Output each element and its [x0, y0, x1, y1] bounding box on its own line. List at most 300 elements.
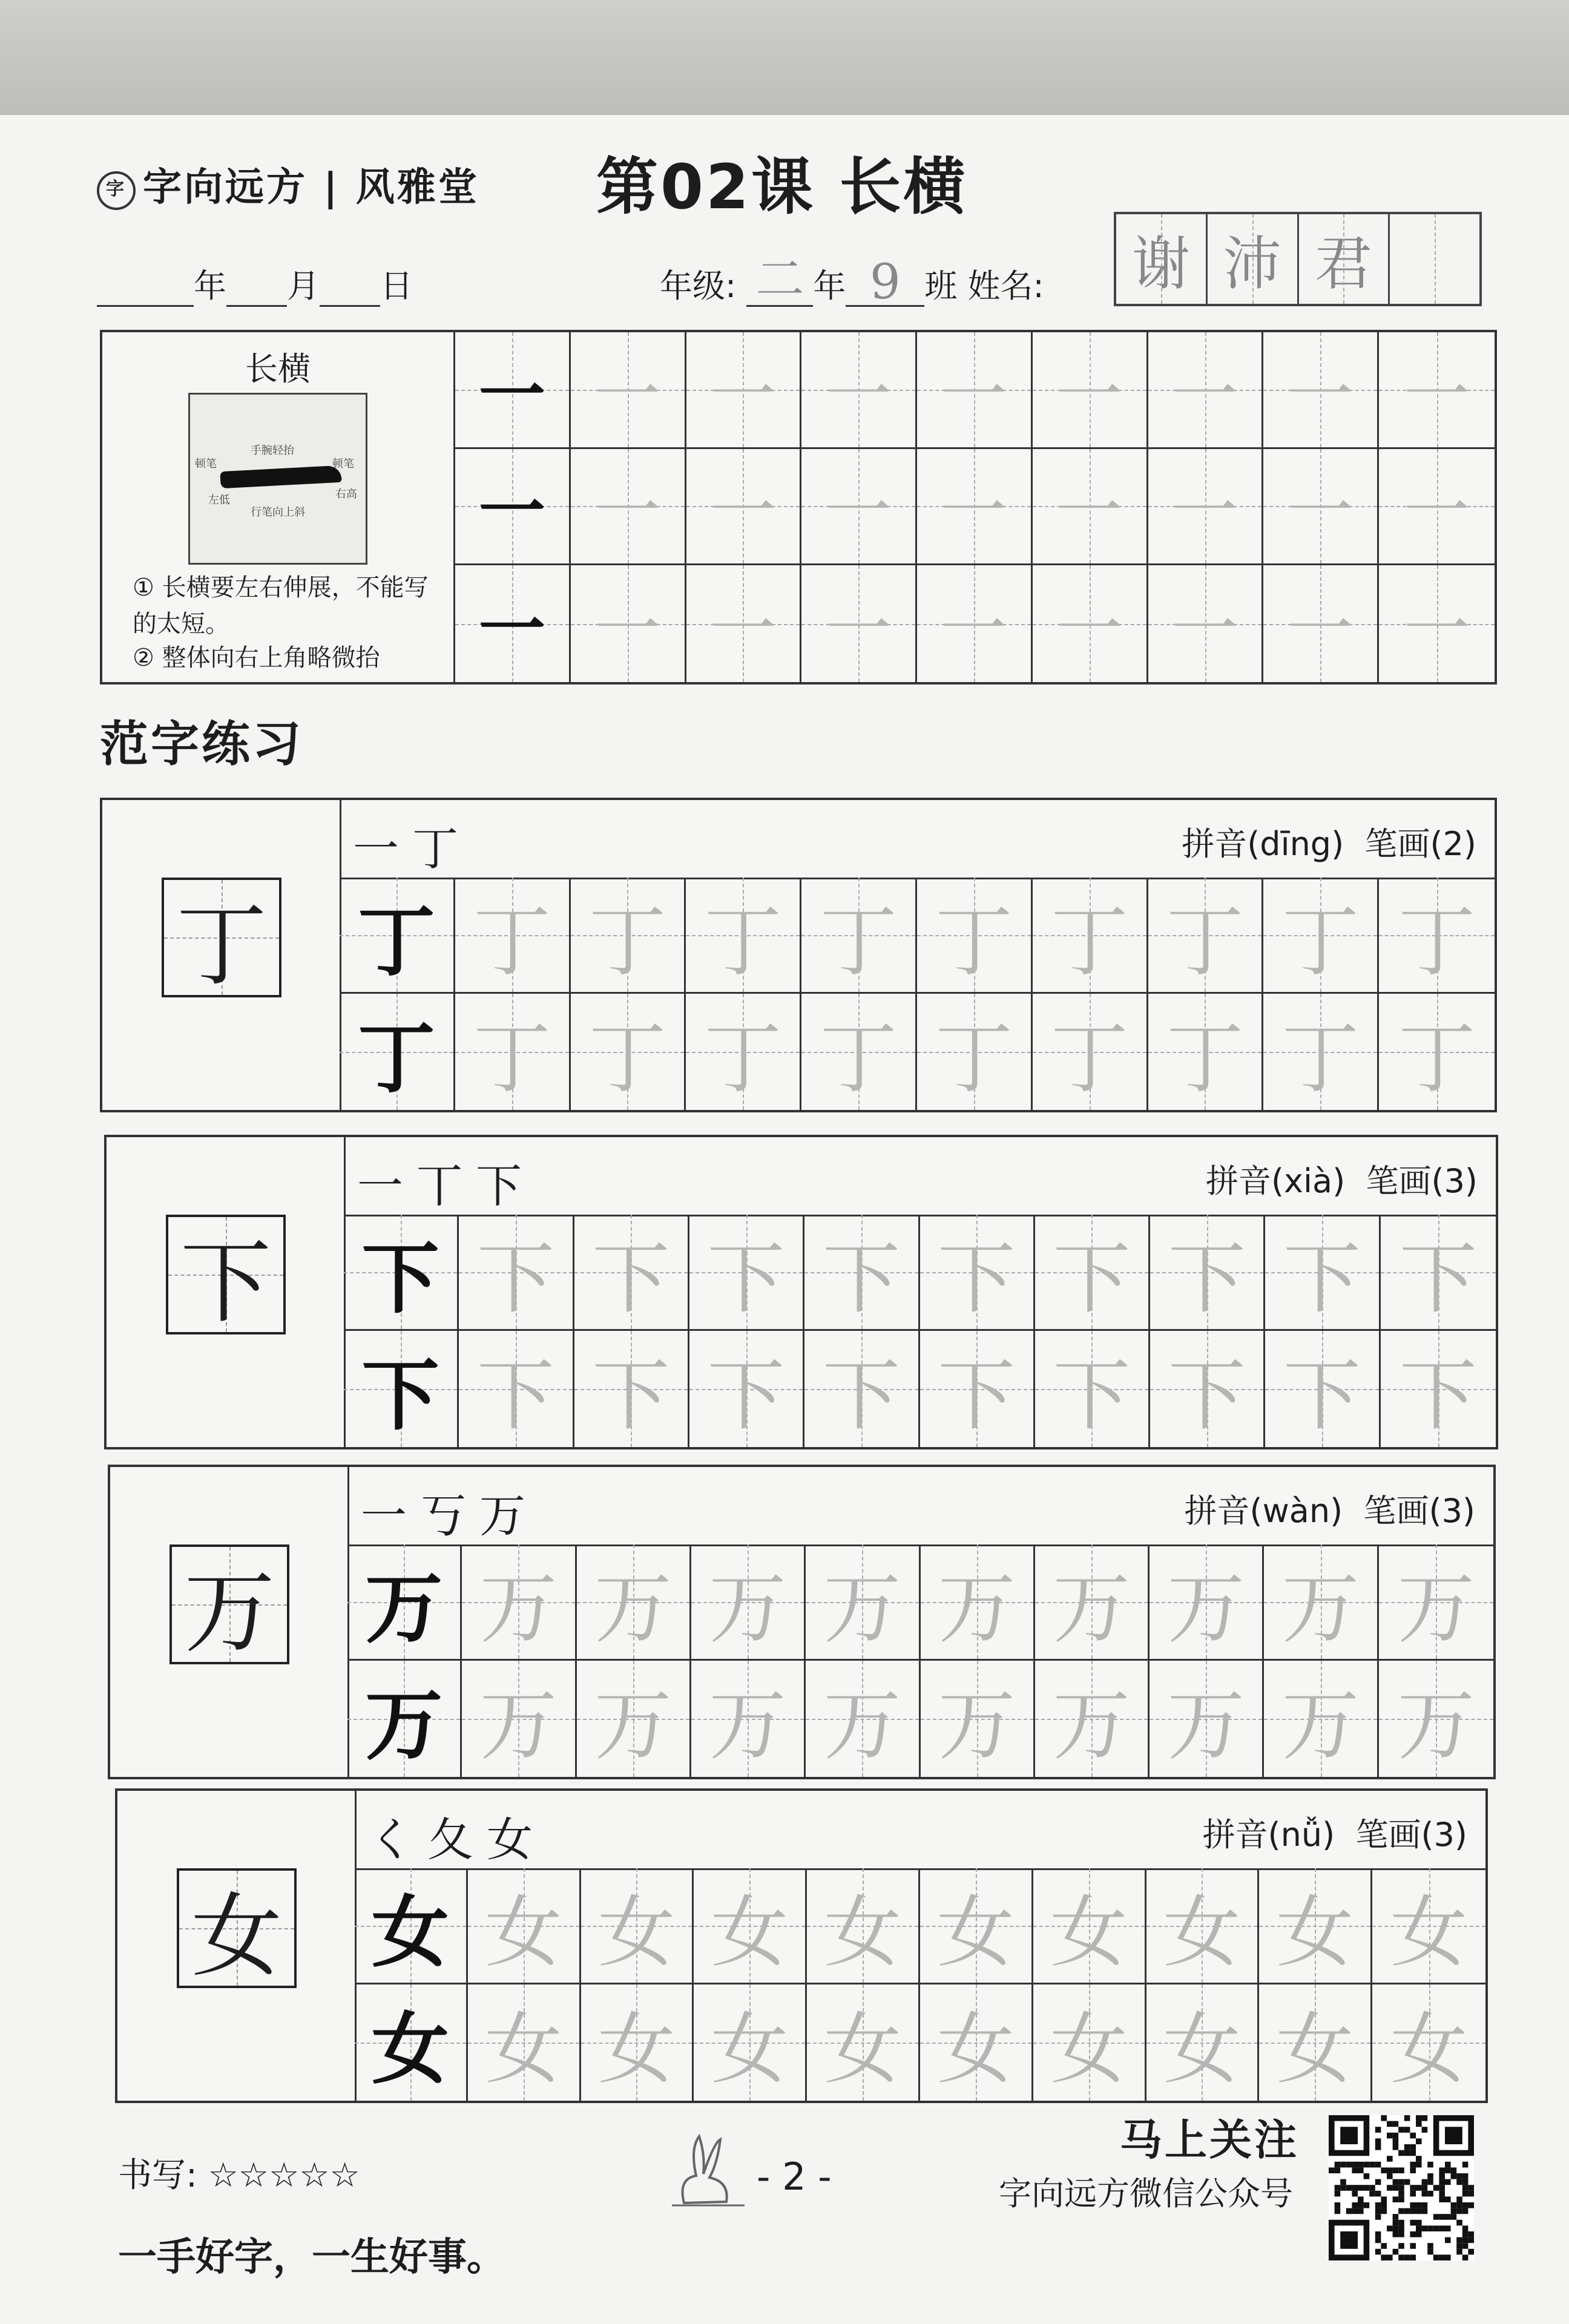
stroke-order-step: 夂: [427, 1813, 487, 1866]
date-line: [97, 260, 413, 307]
practice-character: 万: [1167, 1563, 1245, 1654]
class-label: 班: [924, 267, 958, 305]
practice-character: 丁: [1050, 1014, 1128, 1104]
character-practice-cell[interactable]: [917, 994, 1033, 1110]
practice-stroke: 一: [1056, 356, 1123, 434]
stroke-count: 笔画(3): [1366, 1162, 1478, 1200]
stroke-practice-cell[interactable]: [686, 332, 802, 449]
character-model-panel: [117, 1791, 357, 2101]
model-character: 丁: [176, 893, 267, 999]
character-practice-cell[interactable]: [1146, 1984, 1260, 2101]
practice-stroke: 一: [825, 590, 892, 668]
model-character: 万: [183, 1560, 275, 1666]
grade-label: 年级:: [660, 267, 737, 305]
day-label: 日: [380, 267, 413, 305]
character-header: [355, 1791, 1485, 1870]
brand-logo: [97, 156, 479, 212]
follow-heading: 马上关注: [1120, 2115, 1299, 2165]
name-char: 君: [1314, 229, 1373, 298]
character-practice-cell[interactable]: [455, 878, 571, 994]
practice-character: 女: [711, 1887, 789, 1978]
character-practice-cell[interactable]: [920, 1215, 1035, 1331]
model-character: 下: [180, 1230, 271, 1336]
practice-character: 下: [707, 1233, 785, 1324]
practice-stroke: 一: [940, 356, 1007, 434]
practice-character: 女: [484, 1887, 562, 1978]
stroke-order: [357, 1149, 535, 1215]
practice-character: 万: [938, 1681, 1016, 1771]
model-character: 女: [371, 2004, 449, 2095]
year-of-grade-label: 年: [813, 267, 846, 305]
model-character: 万: [365, 1680, 443, 1771]
character-practice-cell[interactable]: [1264, 1661, 1378, 1777]
stroke-diagram: [188, 393, 367, 565]
grade-field[interactable]: [746, 251, 813, 307]
character-practice-cell[interactable]: [689, 1215, 804, 1331]
practice-character: 丁: [820, 1014, 898, 1104]
practice-stroke: 一: [1056, 473, 1123, 551]
name-char: 谢: [1131, 229, 1190, 298]
practice-character: 女: [936, 2004, 1015, 2095]
character-practice-cell[interactable]: [581, 1984, 694, 2101]
character-practice-cell[interactable]: [691, 1661, 806, 1777]
stroke-practice-cell[interactable]: [686, 449, 802, 566]
stroke-practice-cell[interactable]: [801, 449, 917, 566]
name-cell[interactable]: [1116, 214, 1208, 304]
character-practice-cell[interactable]: [1033, 1984, 1146, 2101]
character-practice-cell[interactable]: [801, 994, 917, 1110]
practice-stroke: 一: [1287, 473, 1354, 551]
pinyin: 拼音(xià): [1205, 1162, 1346, 1200]
stroke-practice-cell[interactable]: [1033, 565, 1148, 682]
character-block: [108, 1465, 1496, 1779]
practice-character: 下: [592, 1233, 670, 1324]
stroke-practice-cell[interactable]: [1263, 565, 1379, 682]
practice-character: 万: [823, 1563, 901, 1654]
model-character: 下: [361, 1350, 439, 1441]
character-practice-cell[interactable]: [574, 1215, 689, 1331]
character-practice-cell[interactable]: [921, 1661, 1035, 1777]
practice-stroke: 一: [825, 473, 892, 551]
character-practice-cell[interactable]: [807, 1868, 920, 1984]
character-practice-cell[interactable]: [1381, 1331, 1496, 1447]
character-model-panel: [102, 800, 341, 1110]
character-practice-cell[interactable]: [1033, 1868, 1146, 1984]
character-practice-cell[interactable]: [468, 1984, 581, 2101]
stroke-practice-cell[interactable]: [455, 565, 571, 682]
practice-character: 丁: [1398, 896, 1476, 987]
practice-character: 下: [938, 1351, 1016, 1441]
practice-character: 万: [1281, 1563, 1360, 1654]
stroke-order-step: 一: [353, 822, 412, 876]
class-value: 9: [869, 254, 901, 310]
brand-seal: 字: [97, 171, 136, 210]
character-practice-grid: [347, 1544, 1493, 1777]
practice-stroke: 一: [709, 356, 777, 434]
character-header: [344, 1137, 1496, 1216]
stroke-practice-cell[interactable]: [1148, 449, 1264, 566]
practice-character: 万: [1281, 1681, 1360, 1771]
character-practice-cell[interactable]: [1379, 994, 1495, 1110]
practice-character: 下: [1053, 1233, 1131, 1324]
character-practice-cell[interactable]: [691, 1544, 806, 1661]
character-practice-cell[interactable]: [686, 878, 801, 994]
stroke-practice-cell[interactable]: [571, 332, 686, 449]
practice-stroke: 一: [594, 590, 661, 668]
stroke-practice-cell[interactable]: [801, 332, 917, 449]
model-stroke: 一: [478, 355, 545, 434]
character-practice-cell[interactable]: [686, 994, 801, 1110]
practice-character: 下: [822, 1233, 900, 1324]
character-practice-cell[interactable]: [1263, 878, 1379, 994]
practice-character: 丁: [588, 1014, 666, 1104]
stroke-practice-cell[interactable]: [1379, 332, 1495, 449]
practice-character: 丁: [1281, 1014, 1360, 1104]
character-practice-cell[interactable]: [1259, 1868, 1372, 1984]
practice-character: 丁: [935, 896, 1013, 987]
practice-character: 女: [1163, 2004, 1241, 2095]
stroke-order-step: 一: [357, 1159, 416, 1213]
stroke-practice-cell[interactable]: [1379, 565, 1495, 682]
stroke-note-1: ① 长横要左右伸展，不能写的太短。: [133, 574, 429, 638]
character-practice-cell[interactable]: [1150, 1544, 1264, 1661]
practice-character: 万: [1052, 1681, 1130, 1771]
name-cell[interactable]: [1299, 214, 1390, 304]
practice-character: 下: [592, 1351, 670, 1441]
character-practice-cell[interactable]: [1150, 1661, 1264, 1777]
character-practice-cell[interactable]: [804, 1215, 919, 1331]
stroke-count: 笔画(3): [1363, 1492, 1475, 1530]
character-block: [100, 798, 1497, 1112]
brush-stroke-shape: [220, 465, 341, 488]
character-practice-cell[interactable]: [920, 1984, 1033, 2101]
character-practice-cell[interactable]: [468, 1868, 581, 1984]
character-practice-cell[interactable]: [806, 1661, 920, 1777]
character-practice-cell[interactable]: [920, 1331, 1035, 1447]
practice-character: 丁: [1166, 896, 1244, 987]
character-practice-cell[interactable]: [1148, 994, 1264, 1110]
stroke-practice-cell[interactable]: [686, 565, 802, 682]
model-character-box: [177, 1868, 297, 1988]
pinyin: 拼音(nǚ): [1202, 1816, 1335, 1854]
stroke-order: [353, 812, 472, 878]
stroke-practice-cell[interactable]: [917, 332, 1033, 449]
year-blank[interactable]: [97, 275, 194, 307]
diagram-label: 顿笔: [195, 458, 217, 470]
character-practice-cell[interactable]: [340, 994, 455, 1110]
character-practice-cell[interactable]: [347, 1661, 462, 1777]
practice-character: 下: [476, 1233, 554, 1324]
name-char: 沛: [1223, 229, 1281, 298]
character-practice-cell[interactable]: [1035, 1331, 1150, 1447]
account-name: 字向远方微信公众号: [999, 2175, 1293, 2213]
pinyin-strokes: [1203, 1809, 1467, 1856]
character-practice-cell[interactable]: [1263, 994, 1379, 1110]
character-practice-cell[interactable]: [1148, 878, 1264, 994]
diagram-label: 行笔向上斜: [251, 506, 305, 519]
practice-character: 万: [1397, 1563, 1475, 1654]
character-practice-cell[interactable]: [577, 1544, 691, 1661]
rating-stars[interactable]: 书写: ☆☆☆☆☆: [118, 2156, 360, 2195]
practice-character: 下: [1053, 1351, 1131, 1441]
brand-text: 字向远方 | 风雅堂: [143, 165, 479, 210]
character-practice-cell[interactable]: [340, 878, 455, 994]
character-practice-cell[interactable]: [1264, 1544, 1378, 1661]
character-practice-grid: [355, 1868, 1485, 2101]
model-character-box: [162, 878, 281, 997]
practice-stroke: 一: [709, 590, 777, 668]
character-practice-cell[interactable]: [1033, 994, 1148, 1110]
character-practice-cell[interactable]: [344, 1331, 459, 1447]
stroke-practice-cell[interactable]: [455, 332, 571, 449]
character-practice-grid: [344, 1215, 1496, 1447]
character-practice-cell[interactable]: [917, 878, 1033, 994]
character-practice-cell[interactable]: [806, 1544, 920, 1661]
practice-character: 下: [1283, 1351, 1361, 1441]
character-practice-cell[interactable]: [1150, 1331, 1265, 1447]
grade-line: [660, 251, 1044, 310]
practice-character: 丁: [1398, 1014, 1476, 1104]
character-practice-cell[interactable]: [344, 1215, 459, 1331]
month-blank[interactable]: [226, 275, 287, 307]
stroke-order-step: 女: [487, 1813, 546, 1866]
character-header: [347, 1467, 1493, 1546]
practice-character: 万: [823, 1681, 901, 1771]
practice-character: 女: [1050, 1887, 1128, 1978]
character-practice-cell[interactable]: [689, 1331, 804, 1447]
practice-character: 下: [1168, 1233, 1246, 1324]
practice-character: 女: [597, 1887, 676, 1978]
class-field[interactable]: [846, 254, 924, 310]
name-cell[interactable]: [1208, 214, 1299, 304]
model-stroke: 一: [478, 472, 545, 551]
practice-character: 下: [938, 1233, 1016, 1324]
stroke-practice-grid: [455, 332, 1495, 682]
rabbit-icon: [672, 2130, 745, 2209]
practice-character: 万: [594, 1681, 672, 1771]
diagram-label: 左低: [208, 494, 230, 507]
stroke-order: [368, 1803, 546, 1869]
practice-character: 下: [707, 1351, 785, 1441]
practice-stroke: 一: [1056, 590, 1123, 668]
character-practice-cell[interactable]: [455, 994, 571, 1110]
stroke-practice-cell[interactable]: [1263, 332, 1379, 449]
stroke-practice-cell[interactable]: [1148, 565, 1264, 682]
stroke-practice-cell[interactable]: [571, 449, 686, 566]
model-character-box: [166, 1215, 286, 1334]
practice-character: 丁: [473, 896, 551, 987]
practice-character: 女: [824, 1887, 902, 1978]
name-grid[interactable]: [1114, 212, 1482, 306]
stroke-order: [361, 1479, 539, 1545]
character-practice-cell[interactable]: [581, 1868, 694, 1984]
practice-character: 女: [1163, 1887, 1241, 1978]
practice-character: 丁: [820, 896, 898, 987]
practice-character: 女: [936, 1887, 1015, 1978]
model-character: 女: [191, 1884, 282, 1989]
stroke-order-step: 丅: [416, 1159, 476, 1213]
character-practice-cell[interactable]: [462, 1661, 576, 1777]
stroke-note-2: ② 整体向右上角略微抬: [133, 644, 380, 672]
practice-character: 万: [1052, 1563, 1130, 1654]
name-label: 姓名:: [967, 267, 1044, 305]
practice-stroke: 一: [1287, 590, 1354, 668]
practice-character: 丁: [935, 1014, 1013, 1104]
model-character: 丁: [357, 896, 435, 987]
model-stroke: 一: [478, 589, 545, 668]
character-practice-cell[interactable]: [571, 878, 686, 994]
practice-stroke: 一: [940, 473, 1007, 551]
lesson-title: 第02课 长横: [596, 151, 968, 223]
character-model-panel: [110, 1467, 349, 1777]
practice-character: 女: [824, 2004, 902, 2095]
model-character: 女: [371, 1886, 449, 1978]
character-practice-cell[interactable]: [807, 1984, 920, 2101]
character-practice-cell[interactable]: [459, 1331, 574, 1447]
diagram-label: 手腕轻抬: [251, 444, 294, 457]
character-practice-cell[interactable]: [571, 994, 686, 1110]
character-practice-cell[interactable]: [801, 878, 917, 994]
character-practice-cell[interactable]: [1150, 1215, 1265, 1331]
practice-character: 丁: [1166, 1014, 1244, 1104]
character-practice-cell[interactable]: [1035, 1544, 1150, 1661]
day-blank[interactable]: [320, 275, 380, 307]
top-background-strip: [0, 0, 1569, 115]
practice-character: 女: [484, 2004, 562, 2095]
character-practice-cell[interactable]: [347, 1544, 462, 1661]
practice-character: 女: [1276, 2004, 1354, 2095]
practice-stroke: 一: [1171, 356, 1238, 434]
character-practice-cell[interactable]: [1035, 1661, 1150, 1777]
character-block: [104, 1135, 1498, 1449]
practice-character: 万: [1397, 1681, 1475, 1771]
character-practice-cell[interactable]: [1372, 1984, 1485, 2101]
character-practice-cell[interactable]: [1146, 1868, 1260, 1984]
practice-character: 下: [1399, 1351, 1477, 1441]
practice-character: 丁: [704, 896, 782, 987]
practice-stroke: 一: [1171, 473, 1238, 551]
practice-character: 女: [1276, 1887, 1354, 1978]
stroke-practice-cell[interactable]: [801, 565, 917, 682]
stroke-count: 笔画(3): [1355, 1816, 1467, 1854]
grade-value: 二: [755, 251, 804, 307]
diagram-label: 右高: [335, 488, 357, 501]
character-practice-cell[interactable]: [694, 1868, 807, 1984]
character-practice-cell[interactable]: [804, 1331, 919, 1447]
practice-stroke: 一: [825, 356, 892, 434]
stroke-practice-cell[interactable]: [917, 449, 1033, 566]
practice-character: 万: [938, 1563, 1016, 1654]
character-practice-cell[interactable]: [1259, 1984, 1372, 2101]
character-practice-cell[interactable]: [1035, 1215, 1150, 1331]
stroke-practice-cell[interactable]: [1148, 332, 1264, 449]
practice-character: 女: [597, 2004, 676, 2095]
stroke-info-panel: [102, 332, 455, 682]
year-label: 年: [194, 267, 226, 305]
model-character-box: [169, 1544, 289, 1664]
practice-character: 女: [1050, 2004, 1128, 2095]
diagram-label: 顿笔: [332, 458, 354, 470]
practice-stroke: 一: [940, 590, 1007, 668]
motto: 一手好字，一生好事。: [118, 2235, 505, 2280]
practice-stroke: 一: [1403, 356, 1470, 434]
stroke-order-step: 丁: [412, 822, 472, 876]
practice-character: 万: [709, 1563, 787, 1654]
character-practice-cell[interactable]: [355, 1868, 468, 1984]
character-header: [340, 800, 1495, 879]
stroke-practice-cell[interactable]: [917, 565, 1033, 682]
page-number: - 2 -: [757, 2155, 832, 2199]
pinyin-strokes: [1185, 1485, 1475, 1532]
model-character: 万: [365, 1563, 443, 1654]
stroke-order-step: 万: [479, 1489, 539, 1543]
practice-stroke: 一: [1287, 356, 1354, 434]
practice-stroke: 一: [1403, 590, 1470, 668]
practice-character: 下: [1168, 1351, 1246, 1441]
practice-character: 女: [1390, 2004, 1468, 2095]
character-practice-cell[interactable]: [1379, 1544, 1493, 1661]
practice-character: 下: [1283, 1233, 1361, 1324]
practice-stroke: 一: [594, 473, 661, 551]
stroke-count: 笔画(2): [1364, 825, 1476, 863]
stroke-practice-cell[interactable]: [571, 565, 686, 682]
practice-character: 丁: [588, 896, 666, 987]
character-practice-cell[interactable]: [920, 1868, 1033, 1984]
name-cell[interactable]: [1390, 214, 1479, 304]
character-practice-cell[interactable]: [1381, 1215, 1496, 1331]
character-practice-cell[interactable]: [1372, 1868, 1485, 1984]
practice-character: 万: [594, 1563, 672, 1654]
stroke-order-step: 下: [476, 1159, 535, 1213]
character-practice-cell[interactable]: [355, 1984, 468, 2101]
practice-character: 万: [479, 1563, 558, 1654]
model-character: 丁: [357, 1013, 435, 1104]
character-practice-cell[interactable]: [574, 1331, 689, 1447]
practice-character: 丁: [1050, 896, 1128, 987]
character-practice-cell[interactable]: [1379, 878, 1495, 994]
character-practice-cell[interactable]: [462, 1544, 576, 1661]
character-practice-grid: [340, 878, 1495, 1110]
practice-character: 女: [1390, 1887, 1468, 1978]
character-practice-cell[interactable]: [577, 1661, 691, 1777]
character-practice-cell[interactable]: [459, 1215, 574, 1331]
practice-character: 下: [476, 1351, 554, 1441]
stroke-practice-cell[interactable]: [1033, 332, 1148, 449]
stroke-practice-cell[interactable]: [1033, 449, 1148, 566]
stroke-name: 长横: [245, 350, 311, 388]
character-practice-cell[interactable]: [921, 1544, 1035, 1661]
character-practice-cell[interactable]: [1265, 1215, 1380, 1331]
practice-character: 丁: [1281, 896, 1360, 987]
practice-stroke: 一: [1403, 473, 1470, 551]
character-practice-cell[interactable]: [1379, 1661, 1493, 1777]
stroke-order-step: 一: [361, 1489, 420, 1543]
character-practice-cell[interactable]: [694, 1984, 807, 2101]
character-block: [115, 1788, 1488, 2103]
character-model-panel: [107, 1137, 346, 1447]
qr-code-icon[interactable]: [1329, 2115, 1474, 2260]
practice-character: 万: [479, 1681, 558, 1771]
stroke-practice-cell[interactable]: [455, 449, 571, 566]
character-practice-cell[interactable]: [1033, 878, 1148, 994]
character-practice-cell[interactable]: [1265, 1331, 1380, 1447]
stroke-practice-block: [100, 330, 1497, 684]
stroke-order-step: 丂: [420, 1489, 479, 1543]
stroke-order-step: く: [368, 1813, 427, 1866]
stroke-practice-cell[interactable]: [1263, 449, 1379, 566]
stroke-practice-cell[interactable]: [1379, 449, 1495, 566]
pinyin: 拼音(dīng): [1182, 825, 1344, 863]
